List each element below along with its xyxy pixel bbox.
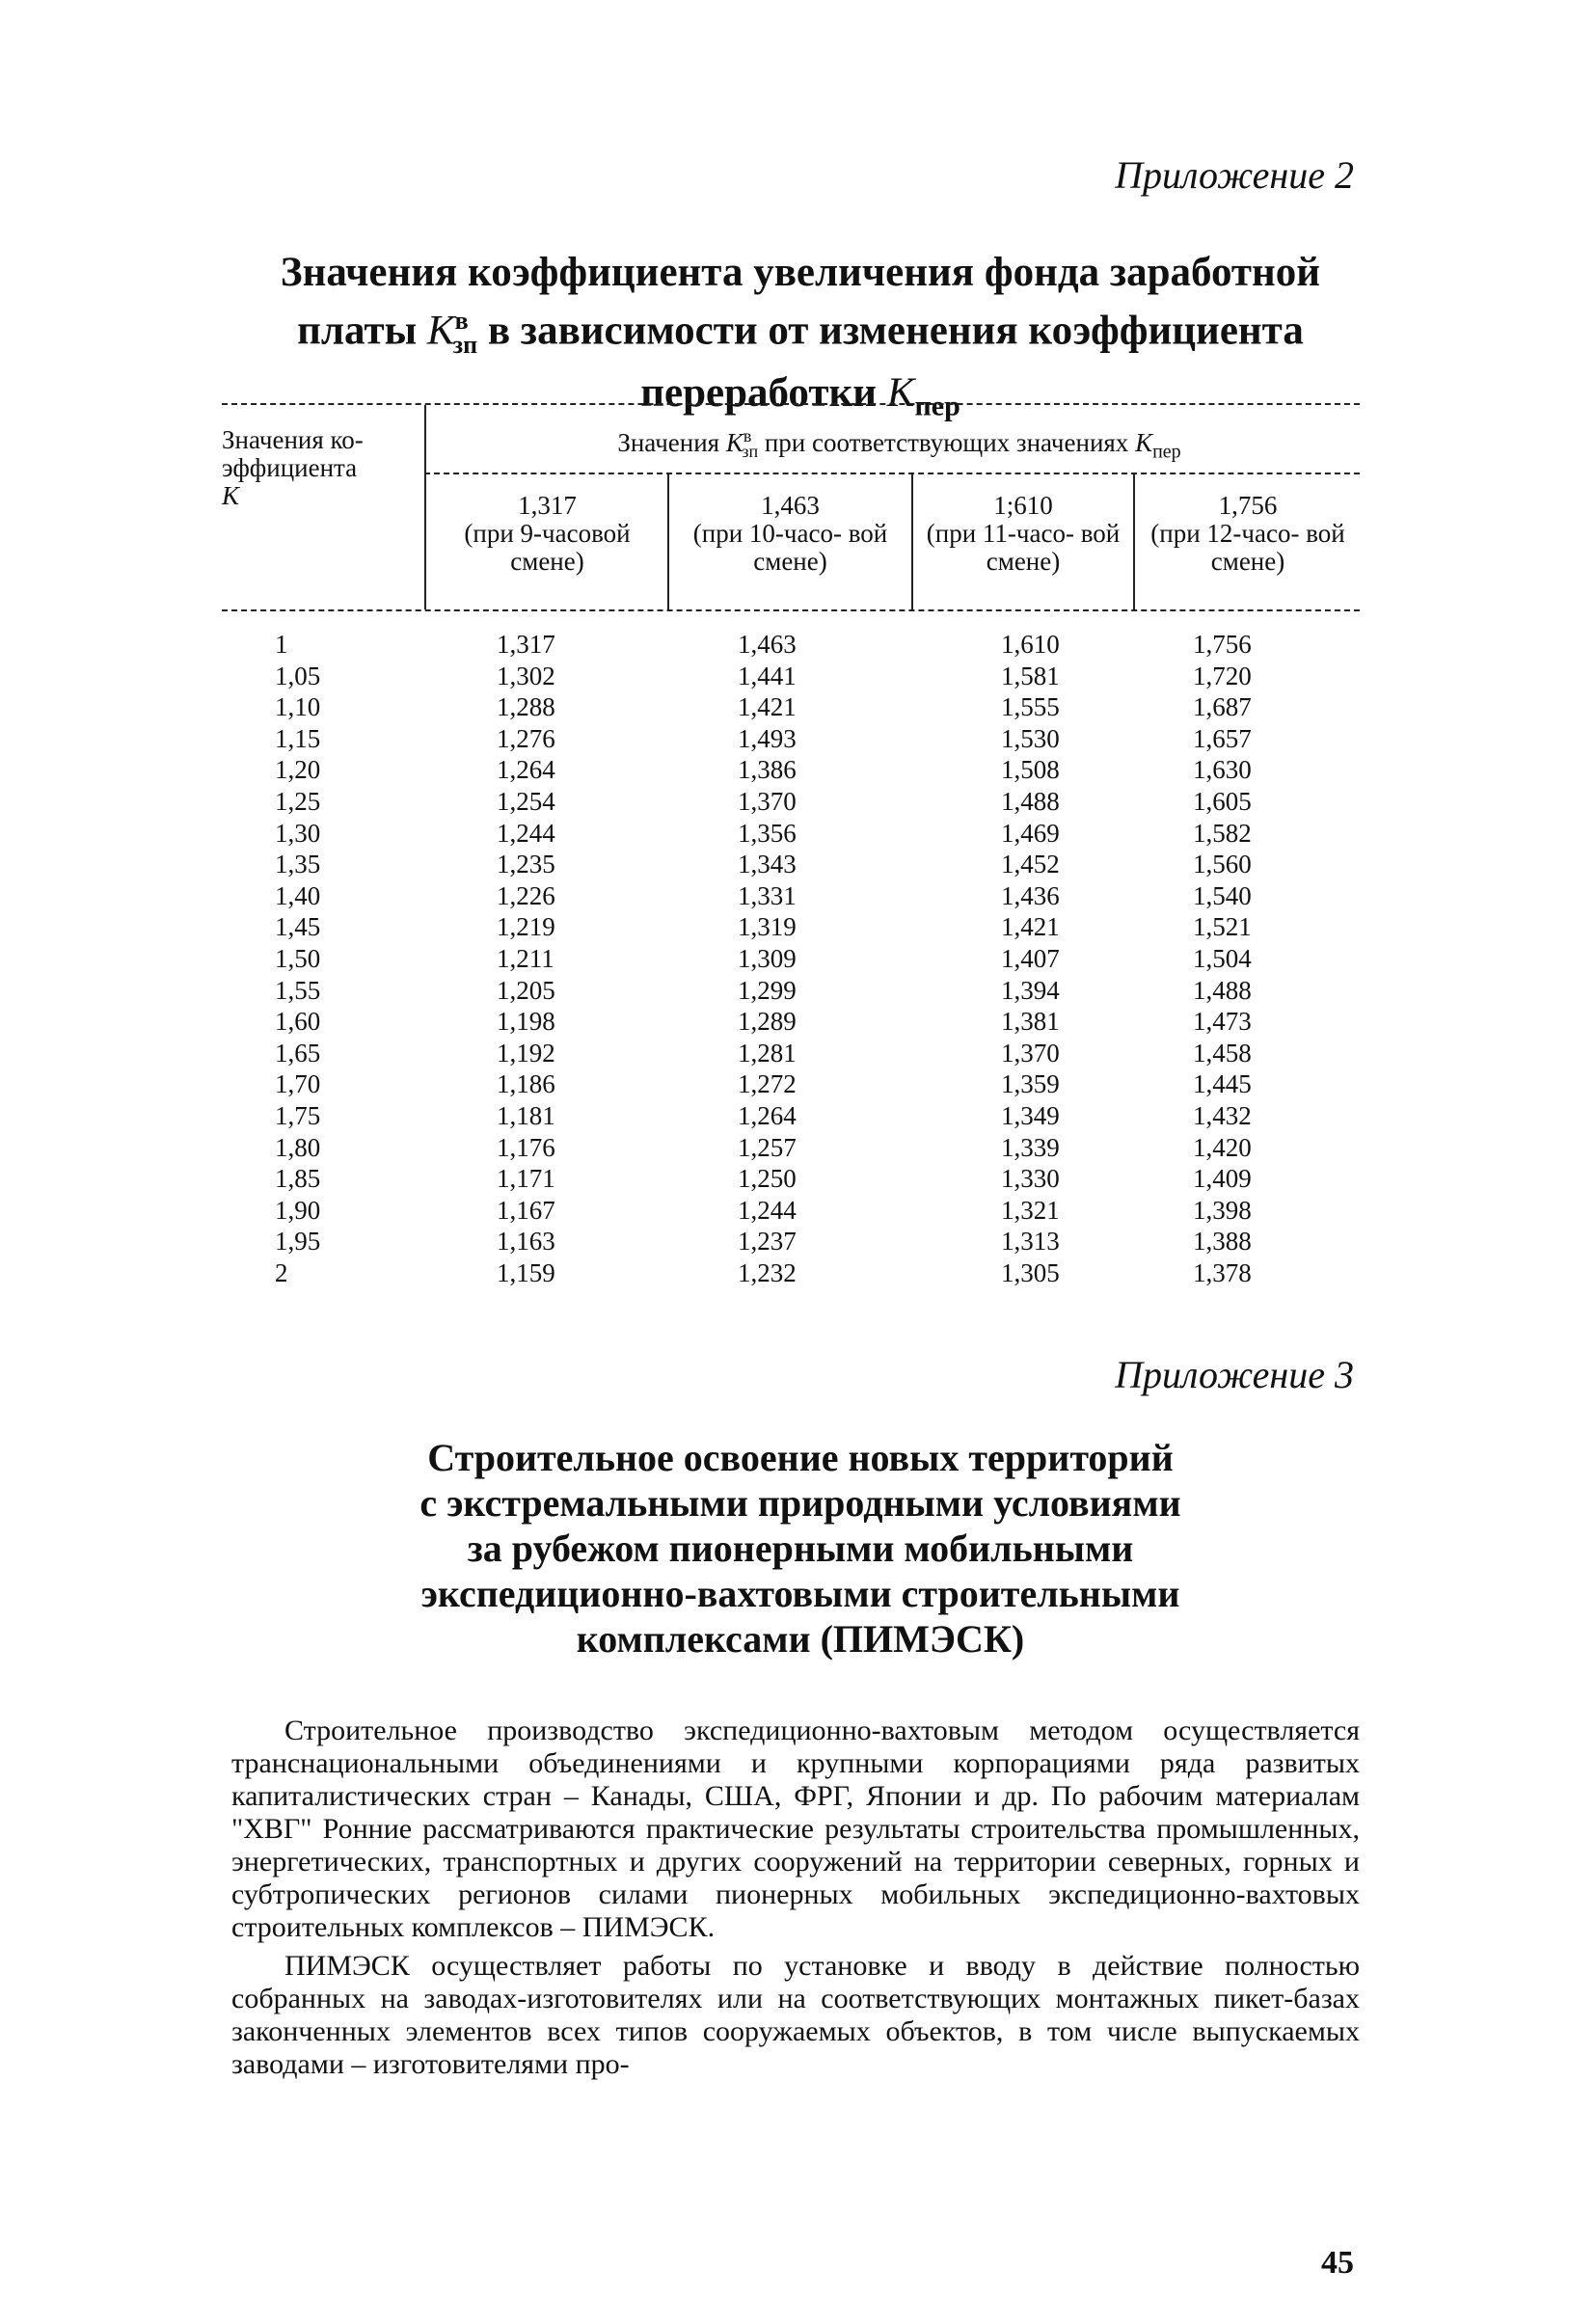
coefficient-cell: 1,605 — [1193, 786, 1252, 816]
table-title-line-3: переработки $K_{пер}$ — [640, 369, 960, 422]
body-text — [231, 1715, 1360, 2081]
coefficient-cell: 1,289 — [738, 1007, 797, 1037]
table-row — [222, 943, 1360, 975]
coefficient-cell: 1,409 — [1193, 1164, 1252, 1194]
coefficient-cell: 1,198 — [497, 1007, 555, 1037]
k-value-cell: 1,15 — [275, 723, 321, 753]
k-value-cell: 1,75 — [275, 1100, 321, 1130]
table-row — [222, 818, 1360, 850]
coefficient-cell: 1,657 — [1193, 723, 1252, 753]
coefficient-cell: 1,192 — [497, 1038, 555, 1067]
coefficient-cell: 1,219 — [497, 912, 555, 942]
coefficient-cell: 1,687 — [1193, 692, 1252, 722]
table-row — [222, 754, 1360, 786]
table-row — [222, 629, 1360, 661]
coefficient-cell: 1,756 — [1193, 630, 1252, 659]
k-value-cell: 1,95 — [275, 1227, 321, 1257]
table-row — [222, 1006, 1360, 1038]
column-k-header: Значения ко- эффициента K — [222, 425, 364, 510]
coefficient-cell: 1,394 — [1001, 975, 1060, 1005]
table-row — [222, 975, 1360, 1007]
coefficient-cell: 1,720 — [1193, 661, 1252, 690]
coefficient-cell: 1,244 — [738, 1195, 797, 1225]
table-row — [222, 1257, 1360, 1289]
k-value-cell: 1,70 — [275, 1069, 321, 1099]
sub-divider-3 — [1133, 473, 1135, 609]
coefficient-cell: 1,386 — [738, 755, 797, 785]
k-value-cell: 1,45 — [275, 912, 321, 942]
coefficient-cell: 1,421 — [1001, 912, 1060, 942]
paragraph: Строительное производство экспедиционно-вахтовым методом осуществляется транснациональными объединениями и крупными корпорациями ряда развитых капиталистических стран – Канады, США, ФРГ, Японии и др. По рабочим материалам "ХВГ" Ронние рассматриваются практические результаты строительства промышленных, энергетических, транспортных и других сооружений на территории северных, горных и субтропических регионов силами пионерных мобильных экспедиционно-вахтовых строительных комплексов – ПИМЭСК. — [231, 1715, 1360, 1943]
coefficient-cell: 1,232 — [738, 1257, 797, 1287]
k-value-cell: 1,85 — [275, 1164, 321, 1194]
k-value-cell: 1,60 — [275, 1007, 321, 1037]
coefficient-cell: 1,421 — [738, 692, 797, 722]
table-row — [222, 691, 1360, 723]
sub-header-12h: 1,756 (при 12-часо- вой смене) — [1150, 491, 1345, 576]
k-value-cell: 1,35 — [275, 850, 321, 879]
coefficient-cell: 1,582 — [1193, 818, 1252, 848]
table-row — [222, 1100, 1360, 1132]
coefficient-cell: 1,171 — [497, 1164, 555, 1194]
coefficient-cell: 1,250 — [738, 1164, 797, 1194]
coefficient-cell: 1,473 — [1193, 1007, 1252, 1037]
table-title-line-1: Значения коэффициента увеличения фонда заработной — [280, 250, 1321, 295]
coefficient-cell: 1,302 — [497, 661, 555, 690]
coefficient-cell: 1,521 — [1193, 912, 1252, 942]
section-title-line: с экстремальными природными условиями — [419, 1481, 1181, 1525]
coefficient-cell: 1,167 — [497, 1195, 555, 1225]
k-value-cell: 1,40 — [275, 880, 321, 910]
coefficient-cell: 1,458 — [1193, 1038, 1252, 1067]
coefficient-cell: 1,288 — [497, 692, 555, 722]
coefficient-cell: 1,264 — [497, 755, 555, 785]
coefficient-cell: 1,339 — [1001, 1132, 1060, 1162]
coefficient-cell: 1,504 — [1193, 943, 1252, 973]
coefficient-cell: 1,264 — [738, 1100, 797, 1130]
k-value-cell: 1,50 — [275, 943, 321, 973]
table-body — [222, 629, 1360, 1288]
coefficient-cell: 1,359 — [1001, 1069, 1060, 1099]
section-title — [318, 1435, 1283, 1662]
coefficient-cell: 1,309 — [738, 943, 797, 973]
coefficient-cell: 1,540 — [1193, 880, 1252, 910]
group-header: Значения $K^в_{зп}$ при соответствующих значениях $K_{пер}$ — [617, 426, 1181, 463]
sub-divider-2 — [911, 473, 913, 609]
coefficient-cell: 1,407 — [1001, 943, 1060, 973]
coefficient-cell: 1,181 — [497, 1100, 555, 1130]
table-row — [222, 1068, 1360, 1100]
coefficient-cell: 1,488 — [1193, 975, 1252, 1005]
k-value-cell: 1,25 — [275, 786, 321, 816]
coefficient-cell: 1,493 — [738, 723, 797, 753]
table-row — [222, 880, 1360, 912]
k-value-cell: 1,30 — [275, 818, 321, 848]
coefficient-cell: 1,530 — [1001, 723, 1060, 753]
coefficient-cell: 1,441 — [738, 661, 797, 690]
coefficient-cell: 1,319 — [738, 912, 797, 942]
table-row — [222, 1163, 1360, 1195]
coefficient-cell: 1,356 — [738, 818, 797, 848]
sub-header-9h: 1,317 (при 9-часовой смене) — [464, 491, 631, 576]
coefficient-cell: 1,281 — [738, 1038, 797, 1067]
coefficient-cell: 1,257 — [738, 1132, 797, 1162]
table-row — [222, 786, 1360, 818]
coefficient-cell: 1,555 — [1001, 692, 1060, 722]
table-row — [222, 1132, 1360, 1164]
appendix-3-label: Приложение 3 — [1115, 1353, 1354, 1396]
page-number: 45 — [1321, 2245, 1354, 2281]
k-value-cell: 2 — [275, 1257, 288, 1287]
coefficient-cell: 1,420 — [1193, 1132, 1252, 1162]
section-title-line: комплексами (ПИМЭСК) — [576, 1617, 1025, 1661]
k-value-cell: 1 — [275, 630, 288, 659]
coefficient-cell: 1,436 — [1001, 880, 1060, 910]
coefficient-cell: 1,299 — [738, 975, 797, 1005]
coefficient-cell: 1,560 — [1193, 850, 1252, 879]
coefficient-cell: 1,321 — [1001, 1195, 1060, 1225]
coefficient-cell: 1,581 — [1001, 661, 1060, 690]
coefficient-cell: 1,313 — [1001, 1227, 1060, 1257]
table-header — [222, 403, 1360, 611]
coefficient-cell: 1,211 — [497, 943, 554, 973]
coefficient-cell: 1,159 — [497, 1257, 555, 1287]
coefficient-cell: 1,488 — [1001, 786, 1060, 816]
coefficient-cell: 1,186 — [497, 1069, 555, 1099]
sub-divider-1 — [667, 473, 669, 609]
table-row — [222, 1038, 1360, 1069]
coefficient-cell: 1,508 — [1001, 755, 1060, 785]
header-divider — [424, 405, 426, 609]
coefficient-table — [222, 403, 1360, 1288]
paragraph: ПИМЭСК осуществляет работы по установке и вводу в действие полностью собранных на заводах-изготовителях или на соответствующих монтажных пикет-базах законченных элементов всех типов сооружаемых объектов, в том числе выпускаемых заводами – изготовителями про- — [231, 1950, 1360, 2080]
coefficient-cell: 1,349 — [1001, 1100, 1060, 1130]
coefficient-cell: 1,237 — [738, 1227, 797, 1257]
coefficient-cell: 1,381 — [1001, 1007, 1060, 1037]
group-header-divider — [424, 473, 1360, 474]
coefficient-cell: 1,331 — [738, 880, 797, 910]
coefficient-cell: 1,176 — [497, 1132, 555, 1162]
table-row — [222, 849, 1360, 880]
coefficient-cell: 1,463 — [738, 630, 797, 659]
coefficient-cell: 1,244 — [497, 818, 555, 848]
table-row — [222, 911, 1360, 943]
table-row — [222, 723, 1360, 755]
section-title-line: экспедиционно-вахтовыми строительными — [420, 1572, 1180, 1615]
k-value-cell: 1,55 — [275, 975, 321, 1005]
sub-header-10h: 1,463 (при 10-часо- вой смене) — [692, 491, 888, 576]
coefficient-cell: 1,445 — [1193, 1069, 1252, 1099]
table-row — [222, 1195, 1360, 1227]
coefficient-cell: 1,370 — [738, 786, 797, 816]
coefficient-cell: 1,235 — [497, 850, 555, 879]
table-row — [222, 661, 1360, 692]
coefficient-cell: 1,378 — [1193, 1257, 1252, 1287]
coefficient-cell: 1,317 — [497, 630, 555, 659]
appendix-2-label: Приложение 2 — [1115, 153, 1354, 197]
coefficient-cell: 1,205 — [497, 975, 555, 1005]
sub-header-11h: 1;610 (при 11-часо- вой смене) — [926, 491, 1121, 576]
coefficient-cell: 1,305 — [1001, 1257, 1060, 1287]
k-value-cell: 1,90 — [275, 1195, 321, 1225]
coefficient-cell: 1,398 — [1193, 1195, 1252, 1225]
table-title-line-2: платы $K^в_{зп}$ в зависимости от изменения коэффициента — [297, 307, 1304, 359]
coefficient-cell: 1,370 — [1001, 1038, 1060, 1067]
coefficient-cell: 1,388 — [1193, 1227, 1252, 1257]
k-value-cell: 1,05 — [275, 661, 321, 690]
coefficient-cell: 1,272 — [738, 1069, 797, 1099]
coefficient-cell: 1,432 — [1193, 1100, 1252, 1130]
coefficient-cell: 1,610 — [1001, 630, 1060, 659]
section-title-line: за рубежом пионерными мобильными — [467, 1527, 1134, 1570]
k-value-cell: 1,80 — [275, 1132, 321, 1162]
coefficient-cell: 1,254 — [497, 786, 555, 816]
coefficient-cell: 1,276 — [497, 723, 555, 753]
k-value-cell: 1,10 — [275, 692, 321, 722]
k-value-cell: 1,65 — [275, 1038, 321, 1067]
coefficient-cell: 1,163 — [497, 1227, 555, 1257]
table-row — [222, 1226, 1360, 1257]
section-title-line: Строительное освоение новых территорий — [427, 1436, 1174, 1479]
coefficient-cell: 1,630 — [1193, 755, 1252, 785]
coefficient-cell: 1,330 — [1001, 1164, 1060, 1194]
k-value-cell: 1,20 — [275, 755, 321, 785]
coefficient-cell: 1,343 — [738, 850, 797, 879]
coefficient-cell: 1,226 — [497, 880, 555, 910]
coefficient-cell: 1,469 — [1001, 818, 1060, 848]
coefficient-cell: 1,452 — [1001, 850, 1060, 879]
